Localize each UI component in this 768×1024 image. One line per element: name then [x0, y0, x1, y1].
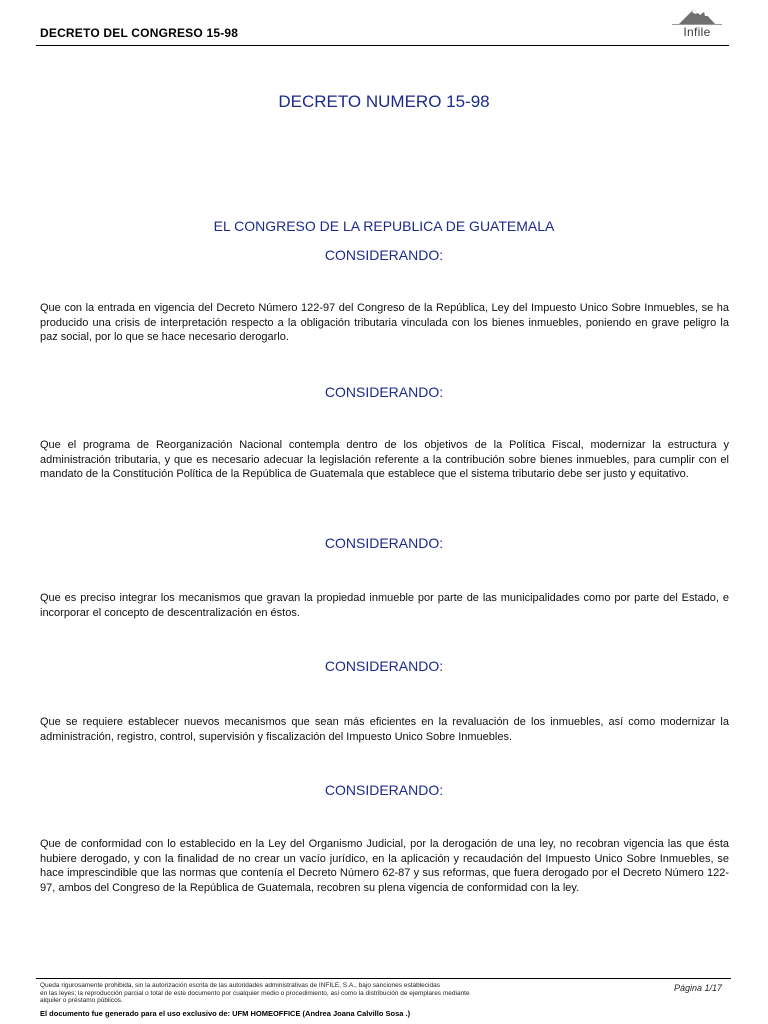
section-paragraph: Que con la entrada en vigencia del Decreto Número 122-97 del Congreso de la República, Ley del Impuesto Unico Sobre Inmuebles, se ha producido una crisis de interpretación respecto a la obligación tributaria vinculada con los bienes inmuebles, poniendo en grave peligro la paz social, por lo que se hace necesario derogarlo. — [40, 302, 729, 343]
section-paragraph: Que se requiere establecer nuevos mecanismos que sean más eficientes en la revaluación de los inmuebles, así como modernizar la administración, registro, control, supervisión y fiscalización del Impuesto Unico Sobre Inmuebles. — [40, 716, 729, 743]
legal-line: en las leyes; la reproducción parcial o total de este documento por cualquier medio o procedimiento, así como la distribución de ejemplares mediante — [40, 989, 470, 997]
logo-text: Infile — [683, 25, 711, 39]
legal-line: alquiler o préstamo públicos. — [40, 997, 123, 1004]
section-heading: CONSIDERANDO: — [324, 782, 444, 798]
document-title: DECRETO NUMERO 15-98 — [278, 92, 490, 111]
exclusive-use-notice: El documento fue generado para el uso exclusivo de: UFM HOMEOFFICE (Andrea Joana Calvillo Sosa .) — [40, 1009, 411, 1018]
footer-legal-notice — [40, 982, 570, 1005]
section-paragraph: Que es preciso integrar los mecanismos que gravan la propiedad inmueble por parte de las municipalidades como por parte del Estado, e incorporar el concepto de descentralización en éstos. — [40, 592, 729, 619]
header-title: DECRETO DEL CONGRESO 15-98 — [40, 26, 239, 40]
institution-heading: EL CONGRESO DE LA REPUBLICA DE GUATEMALA — [213, 218, 555, 234]
section-heading: CONSIDERANDO: — [324, 247, 444, 263]
infile-logo — [664, 3, 730, 45]
section-paragraph: Que el programa de Reorganización Nacional contempla dentro de los objetivos de la Política Fiscal, modernizar la estructura y administración tributaria, y que es necesario adecuar la legislación referente a la contribución sobre bienes inmuebles, para cumplir con el mandato de la Constitución Política de la República de Guatemala que establece que el sistema tributario debe ser justo y equitativo. — [40, 439, 729, 480]
mountain-icon — [664, 3, 730, 27]
header-divider — [36, 45, 729, 46]
legal-line: Queda rigurosamente prohibida, sin la autorización escrita de las autoridades administrativas de INFILE, S.A., bajo sanciones establecidas — [40, 982, 440, 989]
section-paragraph: Que de conformidad con lo establecido en la Ley del Organismo Judicial, por la derogación de una ley, no recobran vigencia las que ésta hubiere derogado, y con la finalidad de no crear un vacío jurídico, en la aplicación y recaudación del Impuesto Unico Sobre Inmuebles, se hace imprescindible que las normas que contenía el Decreto Número 62-87 y sus reformas, que fuera derogado por el Decreto Número 122-97, ambos del Congreso de la República de Guatemala, recobren su plena vigencia de conformidad con la ley. — [40, 838, 729, 894]
section-heading: CONSIDERANDO: — [324, 535, 444, 551]
page-number: Página 1/17 — [673, 983, 722, 993]
section-heading: CONSIDERANDO: — [324, 658, 444, 674]
footer-divider — [36, 978, 731, 979]
section-heading: CONSIDERANDO: — [324, 384, 444, 400]
